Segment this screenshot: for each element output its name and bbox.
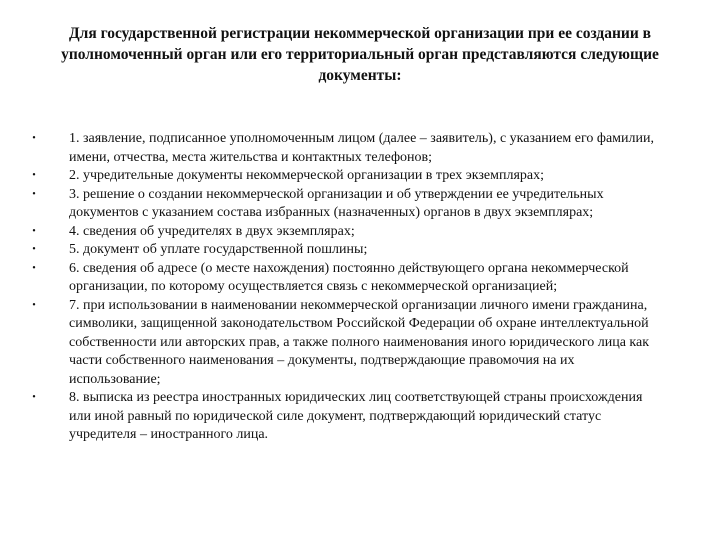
list-item	[0, 130, 659, 167]
list-item	[0, 223, 659, 242]
list-item	[0, 186, 659, 223]
list-item-text: 7. при использовании в наименовании некоммерческой организации личного имени гражданина, символики, защищенной законодательством Российской Федерации об охране интеллектуальной собственности или авторских прав, а также полного наименования иного юридического лица как части собственного наименования – документы, подтверждающие правомочия на их использование;	[69, 297, 650, 387]
list-item	[0, 389, 659, 445]
bullet-icon: •	[32, 133, 36, 144]
bullet-icon: •	[32, 244, 36, 255]
bullet-icon: •	[32, 225, 36, 237]
bullet-icon: •	[32, 299, 36, 311]
list-item	[0, 260, 659, 297]
list-item-text: 1. заявление, подписанное уполномоченным лицом (далее – заявитель), с указанием его фамилии, имени, отчества, места жительства и контактных телефонов;	[69, 131, 654, 165]
list-item-text: 8. выписка из реестра иностранных юридических лиц соответствующей страны происхождения или иной равный по юридической силе документ, подтверждающий юридический статус учредителя – иностранного лица.	[69, 390, 643, 442]
bullet-icon: •	[32, 170, 36, 181]
bullet-icon: •	[32, 262, 36, 274]
list-item-text: 6. сведения об адресе (о месте нахождения) постоянно действующего органа некоммерческой организации, по которому осуществляется связь с некоммерческой организацией;	[69, 260, 629, 294]
bullet-icon: •	[32, 392, 36, 403]
list-item-text: 3. решение о создании некоммерческой организации и об утверждении ее учредительных документов с указанием состава избранных (назначенных) органов в двух экземплярах;	[69, 186, 604, 220]
page-title: Для государственной регистрации некоммерческой организации при ее создании в уполномоченный орган или его территориальный орган представляются следующие документы:	[61, 25, 659, 84]
list-item-text: 2. учредительные документы некоммерческой организации в трех экземплярах;	[69, 168, 544, 183]
list-item-text: 4. сведения об учредителях в двух экземплярах;	[69, 223, 355, 239]
document-list	[0, 130, 720, 445]
list-item	[0, 241, 659, 260]
bullet-icon: •	[32, 188, 36, 200]
list-item	[0, 167, 659, 186]
list-item	[0, 297, 659, 390]
list-item-text: 5. документ об уплате государственной пошлины;	[69, 242, 368, 257]
